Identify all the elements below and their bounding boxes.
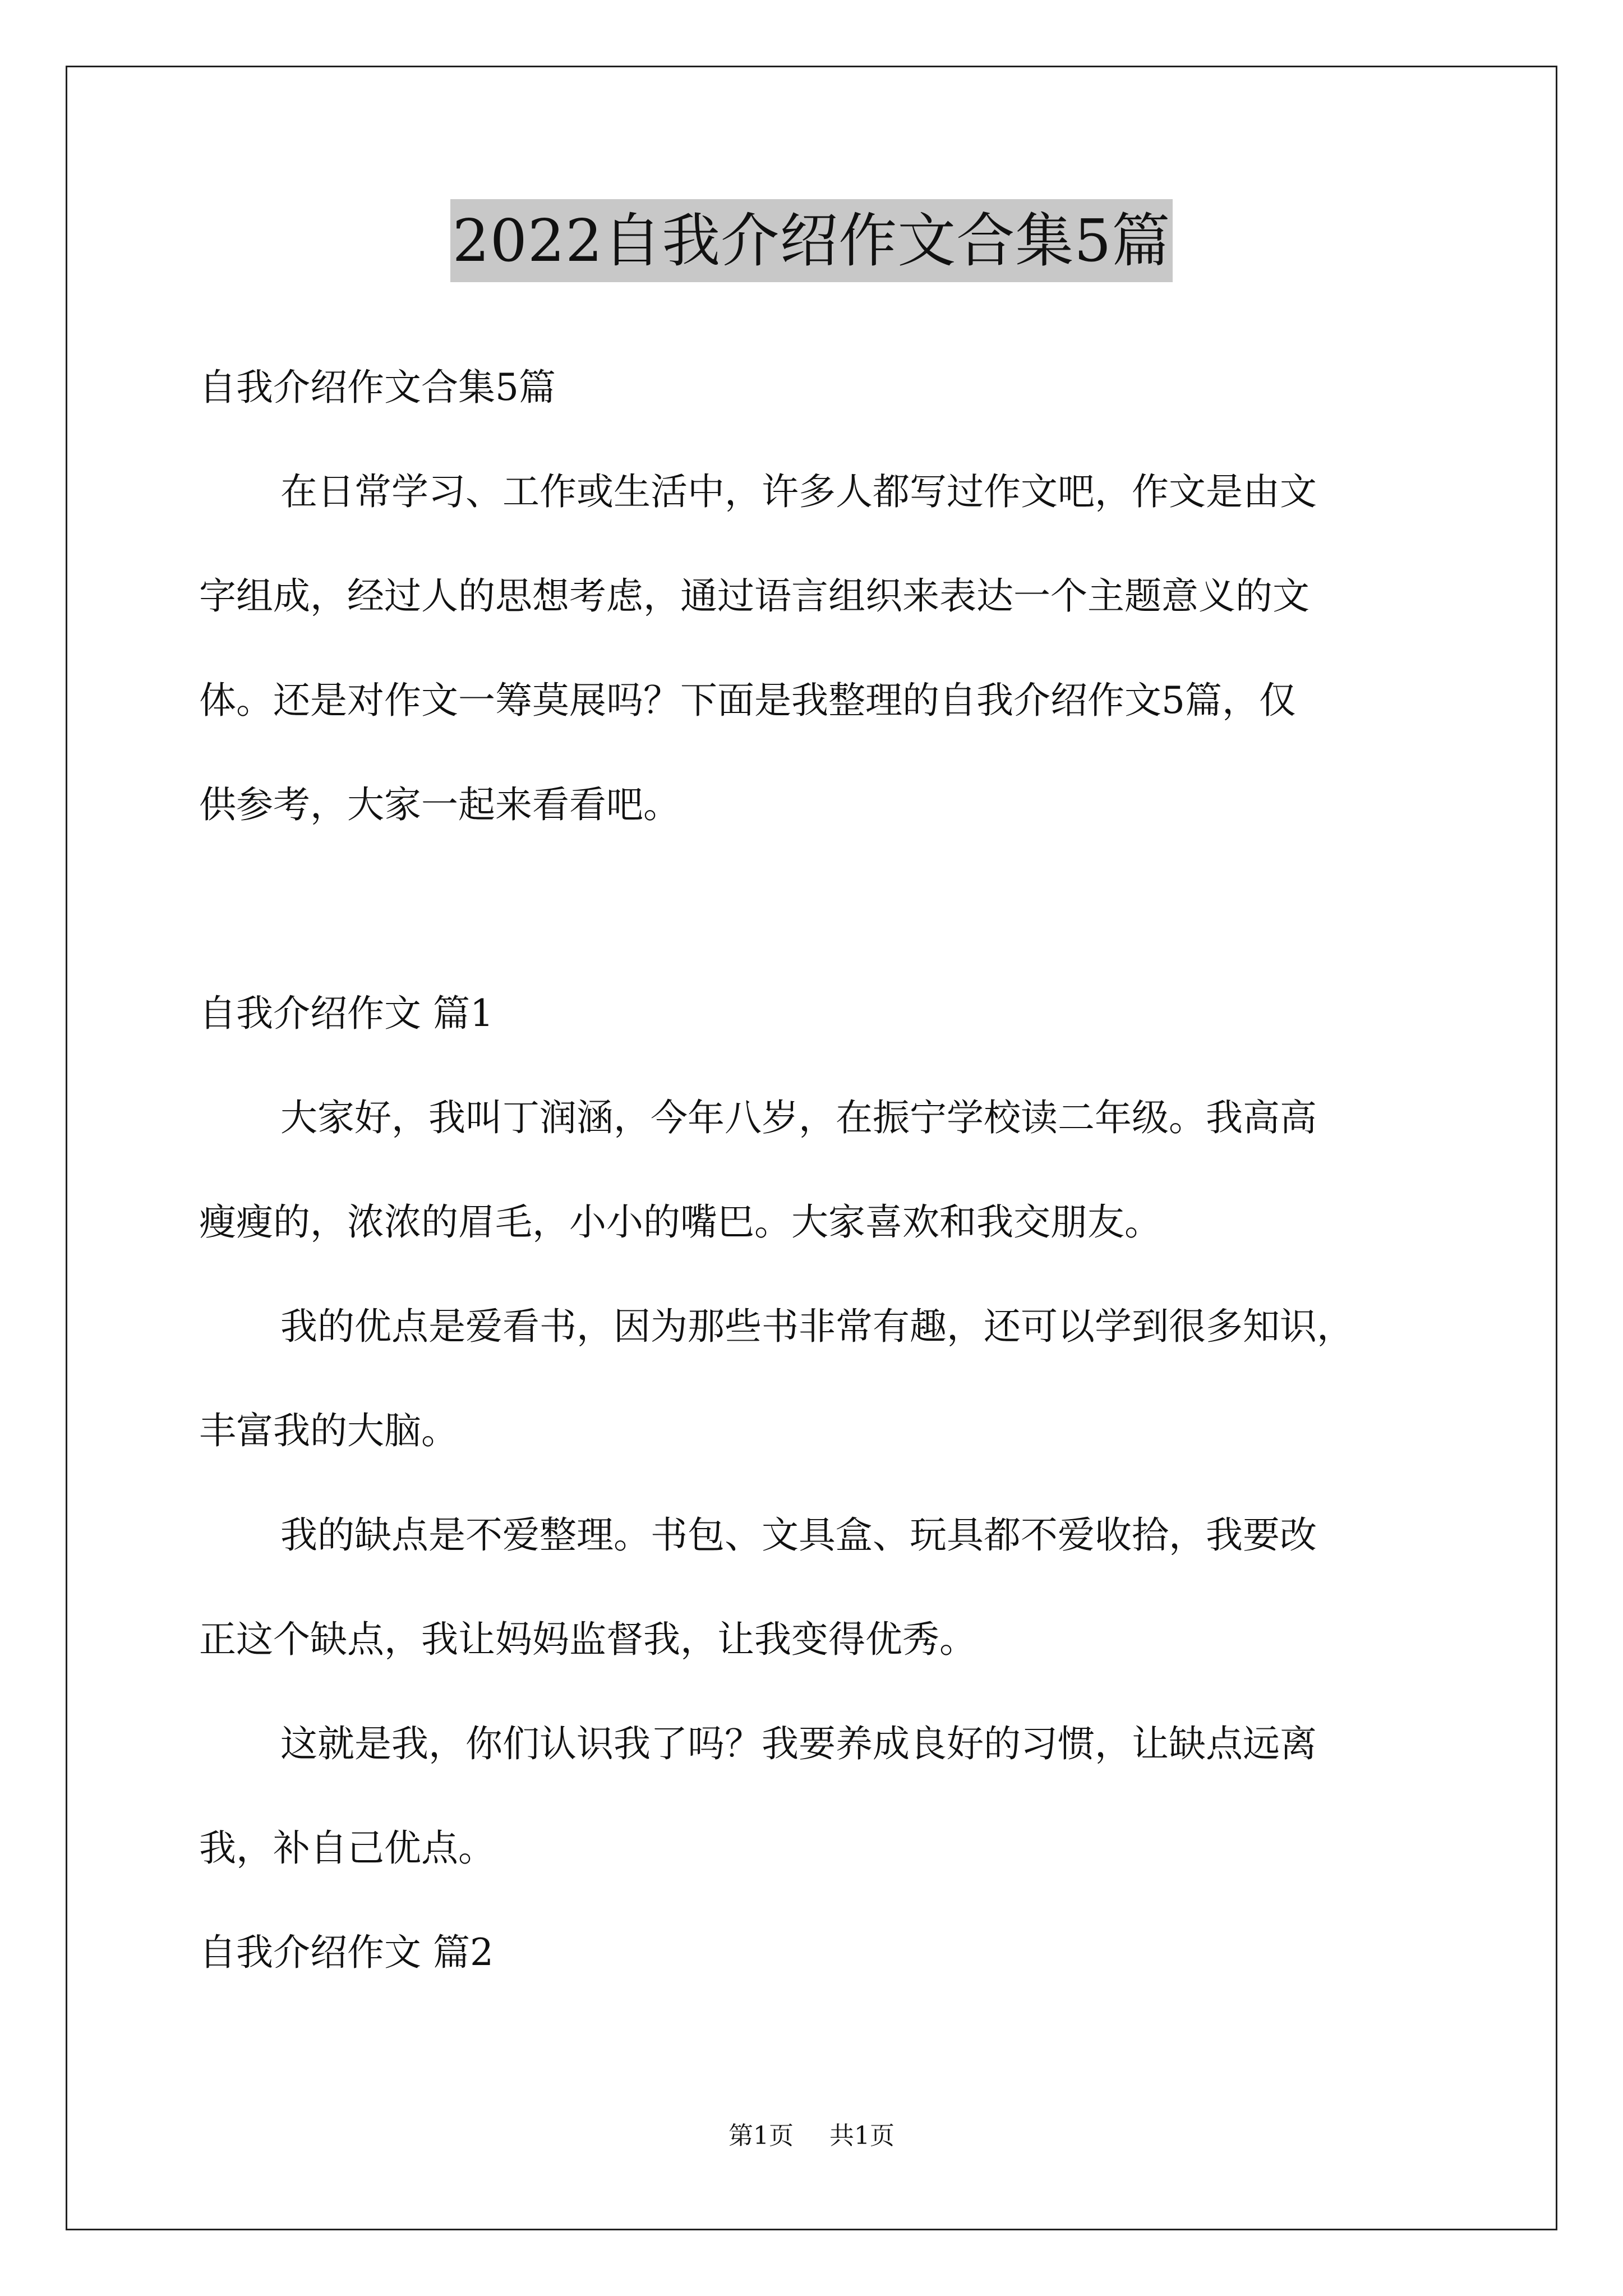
- paragraph-line: 我的缺点是不爱整理。书包、文具盒、玩具都不爱收拾，我要改: [280, 1513, 1317, 1557]
- intro-line: 字组成，经过人的思想考虑，通过语言组织来表达一个主题意义的文: [199, 574, 1310, 618]
- document-body: [199, 335, 1433, 2005]
- paragraph: [199, 1274, 1433, 1483]
- paragraph: [199, 1483, 1433, 1692]
- page-number-total: 共1页: [829, 2122, 895, 2150]
- paragraph-line: 正这个缺点，我让妈妈监督我，让我变得优秀。: [199, 1618, 976, 1661]
- page-number-current: 第1页: [728, 2122, 794, 2150]
- paragraph-line: 我的优点是爱看书，因为那些书非常有趣，还可以学到很多知识，: [280, 1305, 1354, 1348]
- paragraph-line: 瘦瘦的，浓浓的眉毛，小小的嘴巴。大家喜欢和我交朋友。: [199, 1200, 1161, 1244]
- page-footer: [0, 2119, 1623, 2153]
- section-heading-2: 自我介绍作文 篇2: [199, 1931, 494, 1974]
- intro-line: 体。还是对作文一筹莫展吗？下面是我整理的自我介绍作文5篇，仅: [199, 679, 1296, 722]
- intro-line: 在日常学习、工作或生活中，许多人都写过作文吧，作文是由文: [280, 470, 1317, 513]
- section-heading-1: 自我介绍作文 篇1: [199, 992, 494, 1035]
- paragraph: [199, 1066, 1433, 1274]
- blank-line: [199, 857, 1433, 961]
- paragraph: [199, 1692, 1433, 1901]
- paragraph-line: 丰富我的大脑。: [199, 1409, 458, 1452]
- document-title: 2022自我介绍作文合集5篇: [450, 199, 1173, 282]
- subtitle: 自我介绍作文合集5篇: [199, 366, 556, 409]
- intro-paragraph: [199, 440, 1433, 857]
- paragraph-line: 这就是我，你们认识我了吗？我要养成良好的习惯，让缺点远离: [280, 1722, 1317, 1765]
- paragraph-line: 我，补自己优点。: [199, 1826, 495, 1870]
- paragraph-line: 大家好，我叫丁润涵，今年八岁，在振宁学校读二年级。我高高: [280, 1096, 1317, 1139]
- title-container: [0, 199, 1623, 282]
- intro-line: 供参考，大家一起来看看吧。: [199, 783, 680, 826]
